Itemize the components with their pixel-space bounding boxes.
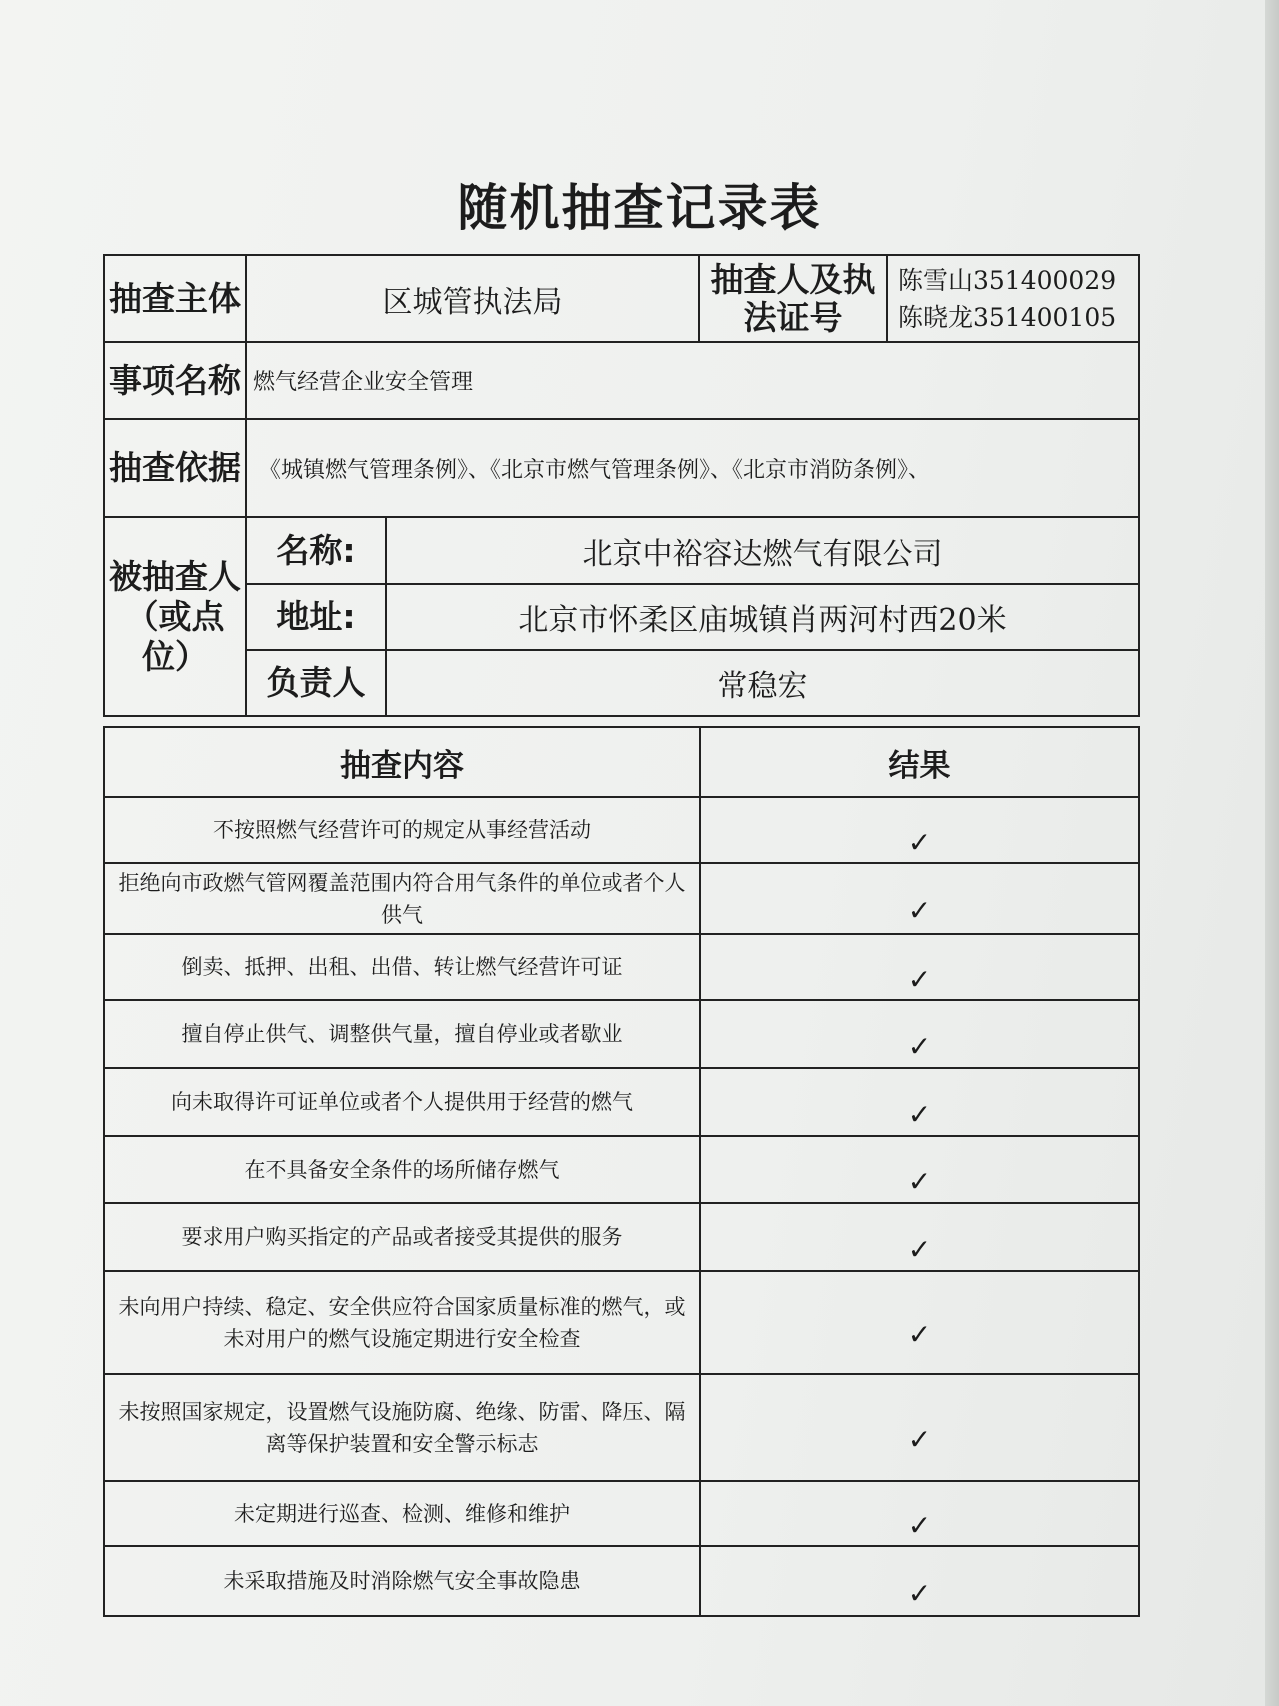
address-value: 北京市怀柔区庙城镇肖两河村西20米 [386, 584, 1139, 650]
table-row [104, 934, 1139, 1000]
check-item-content: 倒卖、抵押、出租、出借、转让燃气经营许可证 [104, 934, 700, 1000]
checklist-header-row [104, 727, 1139, 797]
check-item-content: 向未取得许可证单位或者个人提供用于经营的燃气 [104, 1068, 700, 1136]
inspector-label: 抽查人及执法证号 [699, 255, 887, 342]
check-item-content: 擅自停止供气、调整供气量，擅自停业或者歇业 [104, 1000, 700, 1068]
checkmark-icon: ✓ [907, 1509, 932, 1542]
page-title: 随机抽查记录表 [457, 178, 822, 237]
check-item-result [700, 1546, 1139, 1616]
check-item-content: 要求用户购买指定的产品或者接受其提供的服务 [104, 1203, 700, 1271]
check-item-content: 未向用户持续、稳定、安全供应符合国家质量标准的燃气，或未对用户的燃气设施定期进行安全检查 [104, 1271, 700, 1374]
checklist-table [103, 726, 1140, 1617]
inspector-1: 陈雪山351400029 [898, 265, 1117, 295]
checkmark-icon: ✓ [907, 1165, 932, 1198]
check-item-result [700, 1203, 1139, 1271]
item-name-value: 燃气经营企业安全管理 [246, 342, 1139, 419]
table-row [104, 1203, 1139, 1271]
subject-label: 抽查主体 [104, 255, 246, 342]
name-label: 名称: [246, 517, 386, 584]
item-name-label: 事项名称 [104, 342, 246, 419]
check-item-result [700, 1374, 1139, 1481]
address-label: 地址: [246, 584, 386, 650]
inspector-2: 陈晓龙351400105 [898, 302, 1117, 332]
inspector-list [887, 255, 1139, 342]
check-item-result [700, 1068, 1139, 1136]
result-header: 结果 [700, 727, 1139, 797]
table-row [104, 1000, 1139, 1068]
checkmark-icon: ✓ [907, 1423, 932, 1456]
basis-value: 《城镇燃气管理条例》、《北京市燃气管理条例》、《北京市消防条例》、 [246, 419, 1139, 517]
table-row [104, 863, 1139, 934]
subject-value: 区城管执法局 [246, 255, 699, 342]
name-value: 北京中裕容达燃气有限公司 [386, 517, 1139, 584]
check-item-content: 未按照国家规定，设置燃气设施防腐、绝缘、防雷、降压、隔离等保护装置和安全警示标志 [104, 1374, 700, 1481]
check-item-content: 拒绝向市政燃气管网覆盖范围内符合用气条件的单位或者个人供气 [104, 863, 700, 934]
check-item-result [700, 1000, 1139, 1068]
person-value: 常稳宏 [386, 650, 1139, 716]
table-row [104, 1374, 1139, 1481]
person-row [104, 650, 1139, 716]
table-row [104, 1546, 1139, 1616]
check-item-result [700, 1136, 1139, 1203]
check-item-content: 未定期进行巡查、检测、维修和维护 [104, 1481, 700, 1546]
check-item-content: 在不具备安全条件的场所储存燃气 [104, 1136, 700, 1203]
check-item-result [700, 797, 1139, 863]
check-item-content: 未采取措施及时消除燃气安全事故隐患 [104, 1546, 700, 1616]
checkmark-icon: ✓ [907, 894, 932, 927]
checkmark-icon: ✓ [907, 962, 932, 996]
check-item-result [700, 863, 1139, 934]
inspectee-label: 被抽查人（或点位） [104, 517, 246, 716]
table-row [104, 1271, 1139, 1374]
check-item-result [700, 934, 1139, 1000]
checkmark-icon: ✓ [907, 825, 932, 859]
check-item-result [700, 1481, 1139, 1546]
table-row [104, 1136, 1139, 1203]
content-header: 抽查内容 [104, 727, 700, 797]
basis-row [104, 419, 1139, 517]
checkmark-icon: ✓ [907, 1232, 932, 1266]
address-row [104, 584, 1139, 650]
header-table [103, 254, 1140, 717]
table-row [104, 1068, 1139, 1136]
item-name-row [104, 342, 1139, 419]
name-row [104, 517, 1139, 584]
checkmark-icon: ✓ [907, 1318, 932, 1351]
check-item-result [700, 1271, 1139, 1374]
person-label: 负责人 [246, 650, 386, 716]
checkmark-icon: ✓ [907, 1097, 932, 1131]
table-row [104, 797, 1139, 863]
table-row [104, 1481, 1139, 1546]
subject-row [104, 255, 1139, 342]
checkmark-icon: ✓ [907, 1576, 932, 1610]
page-edge [1265, 0, 1279, 1706]
checkmark-icon: ✓ [907, 1029, 932, 1063]
basis-label: 抽查依据 [104, 419, 246, 517]
check-item-content: 不按照燃气经营许可的规定从事经营活动 [104, 797, 700, 863]
